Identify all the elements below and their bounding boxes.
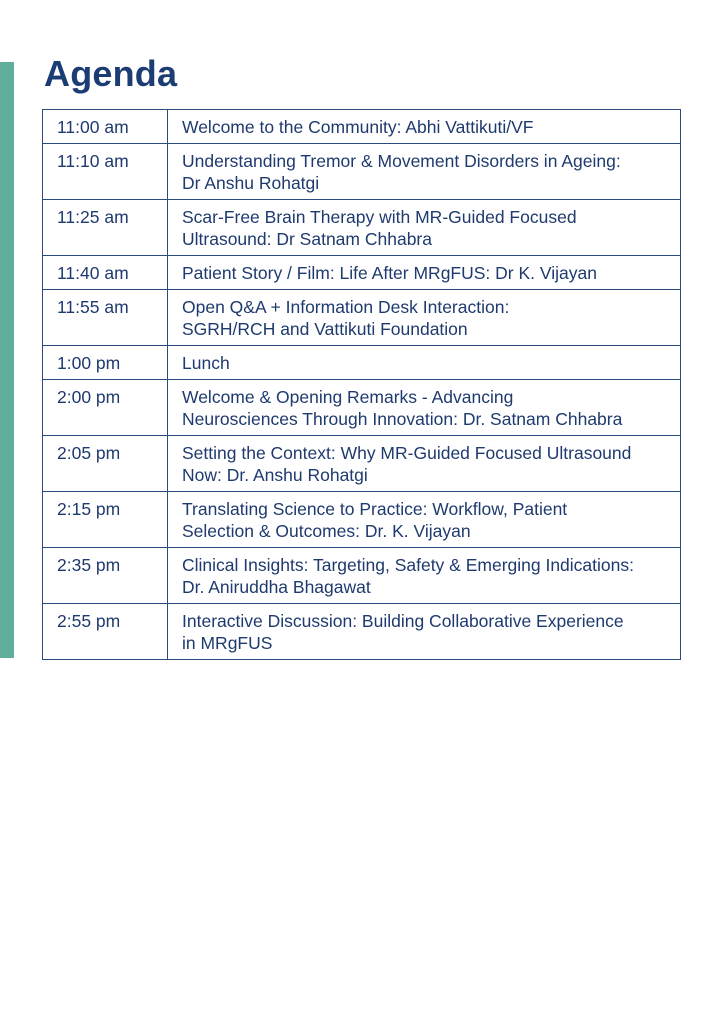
agenda-description <box>168 346 681 380</box>
agenda-row <box>43 604 681 660</box>
agenda-table <box>42 109 681 660</box>
agenda-description-line: Dr Anshu Rohatgi <box>182 173 320 193</box>
agenda-description <box>168 492 681 548</box>
agenda-row <box>43 380 681 436</box>
agenda-time: 2:00 pm <box>43 380 168 436</box>
agenda-row <box>43 144 681 200</box>
agenda-row <box>43 346 681 380</box>
agenda-description-line: Understanding Tremor & Movement Disorders in Ageing: <box>182 151 621 171</box>
agenda-time: 2:05 pm <box>43 436 168 492</box>
agenda-time: 11:40 am <box>43 256 168 290</box>
agenda-description-line: Translating Science to Practice: Workflow, Patient <box>182 499 568 519</box>
agenda-row <box>43 548 681 604</box>
agenda-description-line: Neurosciences Through Innovation: Dr. Satnam Chhabra <box>182 409 623 429</box>
agenda-description-line: Dr. Aniruddha Bhagawat <box>182 577 371 597</box>
accent-bar <box>0 62 14 658</box>
agenda-description-line: Lunch <box>182 353 230 373</box>
agenda-description-line: in MRgFUS <box>182 633 273 653</box>
agenda-row <box>43 110 681 144</box>
agenda-row <box>43 256 681 290</box>
agenda-description-line: Clinical Insights: Targeting, Safety & Emerging Indications: <box>182 555 634 575</box>
agenda-description-line: Open Q&A + Information Desk Interaction: <box>182 297 510 317</box>
agenda-description <box>168 144 681 200</box>
agenda-description <box>168 604 681 660</box>
agenda-description-line: Welcome & Opening Remarks - Advancing <box>182 387 514 407</box>
agenda-description <box>168 110 681 144</box>
agenda-row <box>43 436 681 492</box>
agenda-description <box>168 256 681 290</box>
agenda-description-line: Interactive Discussion: Building Collaborative Experience <box>182 611 624 631</box>
agenda-body <box>43 110 681 660</box>
agenda-time: 1:00 pm <box>43 346 168 380</box>
agenda-description-line: Selection & Outcomes: Dr. K. Vijayan <box>182 521 471 541</box>
agenda-description-line: SGRH/RCH and Vattikuti Foundation <box>182 319 468 339</box>
agenda-row <box>43 290 681 346</box>
agenda-description-line: Setting the Context: Why MR-Guided Focused Ultrasound <box>182 443 632 463</box>
agenda-description-line: Scar-Free Brain Therapy with MR-Guided Focused <box>182 207 577 227</box>
agenda-description <box>168 548 681 604</box>
agenda-description <box>168 436 681 492</box>
page-title: Agenda <box>44 53 178 94</box>
agenda-time: 2:15 pm <box>43 492 168 548</box>
agenda-row <box>43 200 681 256</box>
agenda-time: 11:55 am <box>43 290 168 346</box>
agenda-time: 11:25 am <box>43 200 168 256</box>
agenda-description <box>168 200 681 256</box>
agenda-description-line: Welcome to the Community: Abhi Vattikuti/VF <box>182 117 534 137</box>
agenda-description-line: Patient Story / Film: Life After MRgFUS: Dr K. Vijayan <box>182 263 597 283</box>
agenda-description <box>168 290 681 346</box>
agenda-description-line: Ultrasound: Dr Satnam Chhabra <box>182 229 432 249</box>
agenda-description <box>168 380 681 436</box>
agenda-description-line: Now: Dr. Anshu Rohatgi <box>182 465 368 485</box>
agenda-time: 2:35 pm <box>43 548 168 604</box>
agenda-time: 2:55 pm <box>43 604 168 660</box>
agenda-time: 11:00 am <box>43 110 168 144</box>
agenda-row <box>43 492 681 548</box>
agenda-time: 11:10 am <box>43 144 168 200</box>
